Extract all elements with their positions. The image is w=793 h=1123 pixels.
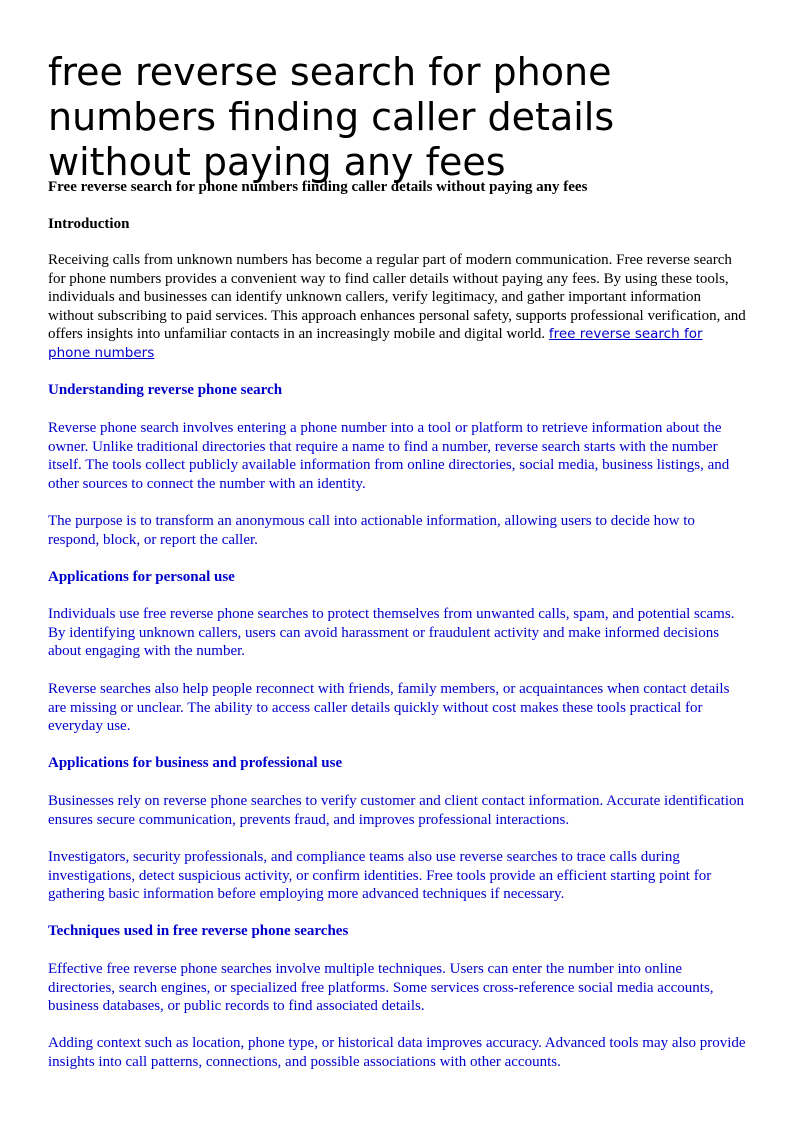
section-paragraph: Investigators, security professionals, and compliance teams also use reverse searches to trace calls during investigations, detect suspicious activity, or confirm identities. Free tools provide an efficient starting point for gathering basic information before employing more advanced techniques if necessary. bbox=[48, 849, 712, 902]
section-paragraph: Effective free reverse phone searches involve multiple techniques. Users can enter the number into online directories, search engines, or specialized free platforms. Some services cross-reference social media accounts, business databases, or public records to find associated details. bbox=[48, 961, 714, 1014]
section-heading-business: Applications for business and professional use bbox=[48, 755, 343, 771]
section-paragraph: Reverse phone search involves entering a phone number into a tool or platform to retrieve information about the owner. Unlike traditional directories that require a name to find a number, reverse search starts with the number itself. The tools collect publicly available information from online directories, social media, business listings, and other sources to connect the number with an identity. bbox=[48, 420, 730, 492]
section-heading-techniques: Techniques used in free reverse phone searches bbox=[48, 923, 349, 939]
page-title: free reverse search for phone numbers finding caller details without paying any fees bbox=[48, 50, 615, 184]
intro-paragraph bbox=[48, 251, 748, 362]
intro-text: Receiving calls from unknown numbers has become a regular part of modern communication. Free reverse search for phone numbers provides a convenient way to find caller details without paying any fees. By using these tools, individuals and businesses can identify unknown callers, verify legitimacy, and gather important information without subscribing to paid services. This approach enhances personal safety, supports professional verification, and offers insights into unfamiliar contacts in an increasingly mobile and digital world. bbox=[48, 252, 746, 342]
section-paragraph: The purpose is to transform an anonymous call into actionable information, allowing users to decide how to respond, block, or report the caller. bbox=[48, 513, 695, 548]
intro-heading: Introduction bbox=[48, 216, 130, 232]
section-heading-understanding: Understanding reverse phone search bbox=[48, 382, 283, 398]
section-paragraph: Individuals use free reverse phone searches to protect themselves from unwanted calls, spam, and potential scams. By identifying unknown callers, users can avoid harassment or fraudulent activity and make informed decisions about engaging with the number. bbox=[48, 606, 735, 659]
document-subtitle: Free reverse search for phone numbers finding caller details without paying any fees bbox=[48, 179, 588, 195]
section-paragraph: Reverse searches also help people reconnect with friends, family members, or acquaintances when contact details are missing or unclear. The ability to access caller details quickly without cost makes these tools practical for everyday use. bbox=[48, 681, 730, 734]
reverse-search-link[interactable]: free reverse search for phone numbers bbox=[48, 326, 703, 361]
section-heading-personal: Applications for personal use bbox=[48, 569, 235, 585]
section-paragraph: Adding context such as location, phone type, or historical data improves accuracy. Advanced tools may also provide insights into call patterns, connections, and possible associations with other accounts. bbox=[48, 1035, 746, 1070]
section-paragraph: Businesses rely on reverse phone searches to verify customer and client contact information. Accurate identification ensures secure communication, prevents fraud, and improves professional interactions. bbox=[48, 793, 745, 828]
